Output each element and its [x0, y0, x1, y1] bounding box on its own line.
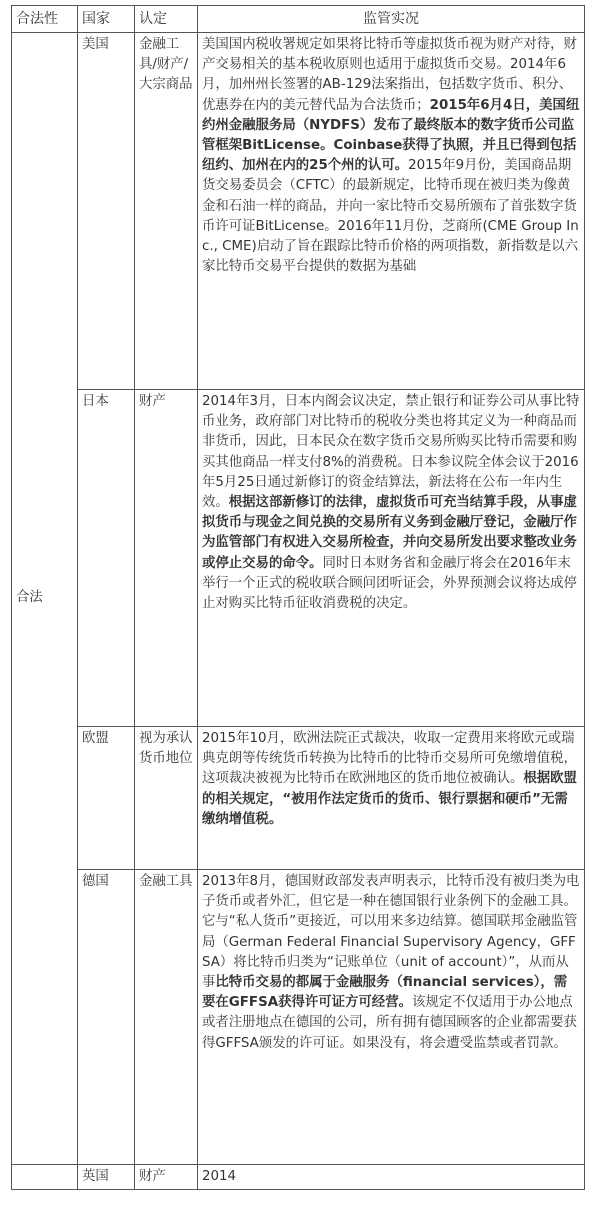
table-row — [12, 1165, 585, 1190]
table-row — [12, 390, 585, 727]
regulation-table — [11, 5, 585, 1190]
recognition-cell: 财产 — [135, 390, 198, 727]
status-text: 2013年8月，德国财政部发表声明表示，比特币没有被归类为电子货币或者外汇，但它是一种在德国银行业条例下的金融工具。它与“私人货币”更接近，可以用来多边结算。德国联邦金融监管局（German Federal Financial Supervisory Agency，GFFSA）将比特币归类为“记账单位（unit of account）”，从而从事 — [202, 874, 580, 991]
status-text: 2014 — [202, 1169, 237, 1184]
recognition-cell: 金融工具 — [135, 870, 198, 1165]
table-row — [12, 870, 585, 1165]
status-text: 美国国内税收署规定如果将比特币等虚拟货币视为财产对待，财产交易相关的基本税收原则也适用于虚拟货币交易。2014年6月，加州州长签署的AB-129法案指出，包括数字货币、积分、优惠券在内的美元替代品为合法货币； — [202, 37, 577, 113]
status-text-bold: 比特币交易的都属于金融服务（financial services），需要在GFFSA获得许可证方可经营。 — [202, 975, 568, 1011]
status-cell — [198, 390, 585, 727]
status-text: 2015年10月，欧洲法院正式裁决，收取一定费用来将欧元或瑞典克朗等传统货币转换为比特币的比特币交易所可免缴增值税，这项裁决被视为比特币在欧洲地区的货币地位被确认。 — [202, 731, 577, 787]
country-cell: 美国 — [78, 33, 135, 390]
header-row — [12, 6, 585, 33]
header-recognition: 认定 — [135, 6, 198, 33]
country-cell: 欧盟 — [78, 727, 135, 870]
status-cell — [198, 33, 585, 390]
table-row — [12, 33, 585, 390]
status-text-bold: 根据欧盟的相关规定，“被用作法定货币的货币、银行票据和硬币”无需缴纳增值税。 — [202, 771, 577, 827]
legality-cell-empty — [12, 1165, 78, 1190]
recognition-cell: 视为承认货币地位 — [135, 727, 198, 870]
status-text: 2015年9月份，美国商品期货交易委员会（CFTC）的最新规定，比特币现在被归类为像黄金和石油一样的商品，并向一家比特币交易所颁布了首张数字货币许可证BitLicense。2016年11月份，芝商所(CME Group Inc., CME)启动了旨在跟踪比特币价格的两项指数，新指数是以六家比特币交易平台提供的数据为基础 — [202, 158, 579, 275]
header-country: 国家 — [78, 6, 135, 33]
status-text-bold: 2015年6月4日，美国纽约州金融服务局（NYDFS）发布了最终版本的数字货币公司监管框架BitLicense。Coinbase获得了执照，并且已得到包括纽约、加州在内的25个州的认可。 — [202, 97, 580, 174]
status-text: 该规定不仅适用于办公地点或者注册地点在德国的公司，所有拥有德国顾客的企业都需要获得GFFSA颁发的许可证。如果没有，将会遭受监禁或者罚款。 — [202, 995, 577, 1051]
recognition-cell: 金融工具/财产/大宗商品 — [135, 33, 198, 390]
status-cell — [198, 870, 585, 1165]
status-cell — [198, 1165, 585, 1190]
country-cell: 英国 — [78, 1165, 135, 1190]
recognition-cell: 财产 — [135, 1165, 198, 1190]
status-text: 2014年3月，日本内阁会议决定，禁止银行和证券公司从事比特币业务，政府部门对比特币的税收分类也将其定义为一种商品而非货币，因此，日本民众在数字货币交易所购买比特币需要和购买其他商品一样支付8%的消费税。日本参议院全体会议于2016年5月25日通过新修订的资金结算法，新法将在公布一年内生效。 — [202, 394, 580, 511]
status-text: 同时日本财务省和金融厅将会在2016年末举行一个正式的税收联合顾问团听证会，外界预测会议将达成停止对购买比特币征收消费税的决定。 — [202, 555, 577, 612]
header-status: 监管实况 — [198, 6, 585, 33]
table-row — [12, 727, 585, 870]
status-text-bold: 根据这部新修订的法律，虚拟货币可充当结算手段，从事虚拟货币与现金之间兑换的交易所有义务到金融厅登记，金融厅作为监管部门有权进入交易所检查，并向交易所发出要求整改业务或停止交易的命令。 — [202, 495, 577, 571]
status-cell — [198, 727, 585, 870]
country-cell: 日本 — [78, 390, 135, 727]
legality-cell: 合法 — [12, 33, 78, 1165]
country-cell: 德国 — [78, 870, 135, 1165]
header-legality: 合法性 — [12, 6, 78, 33]
